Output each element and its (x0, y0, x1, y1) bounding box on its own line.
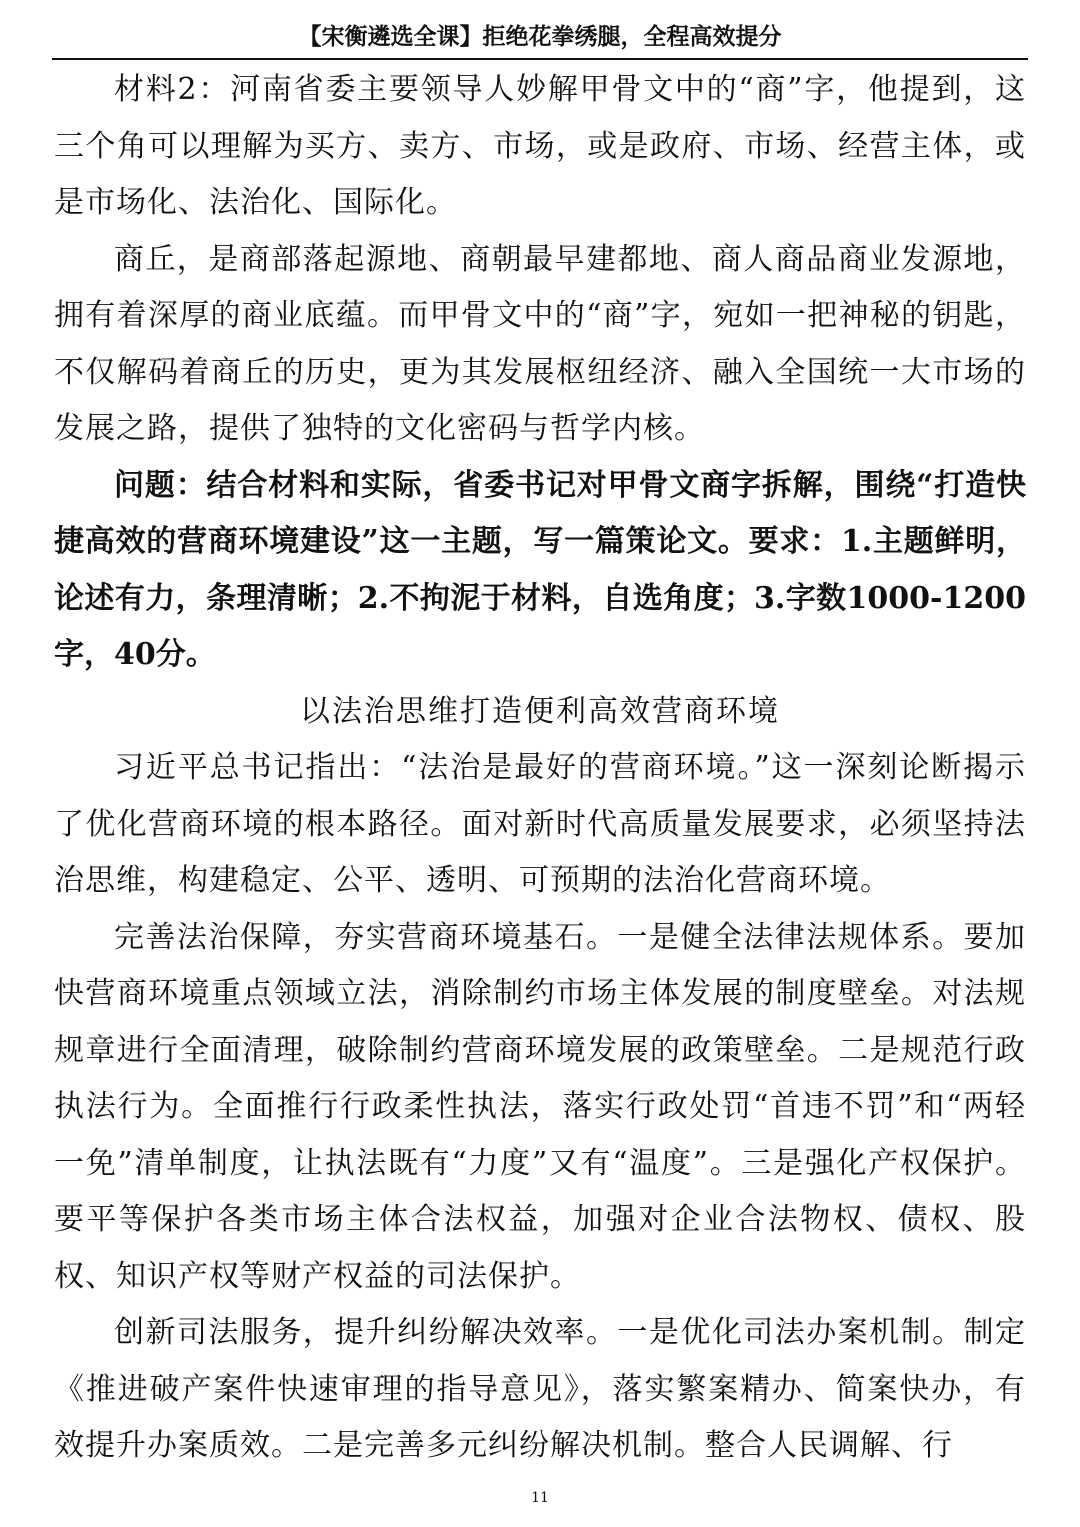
page-body (54, 62, 1026, 1475)
essay-paragraph-2: 完善法治保障，夯实营商环境基石。一是健全法律法规体系。要加快营商环境重点领域立法，消除制约市场主体发展的制度壁垒。对法规规章进行全面清理，破除制约营商环境发展的政策壁垒。二是规范行政执法行为。全面推行行政柔性执法，落实行政处罚“首违不罚”和“两轻一免”清单制度，让执法既有“力度”又有“温度”。三是强化产权保护。要平等保护各类市场主体合法权益，加强对企业合法物权、债权、股权、知识产权等财产权益的司法保护。 (54, 919, 1026, 1294)
page-number: 11 (531, 1490, 549, 1506)
question-paragraph: 问题：结合材料和实际，省委书记对甲骨文商字拆解，围绕“打造快捷高效的营商环境建设”这一主题，写一篇策论文。要求：1.主题鲜明，论述有力，条理清晰；2.不拘泥于材料，自选角度；3.字数1000-1200字，40分。 (54, 467, 1026, 672)
essay-title: 以法治思维打造便利高效营商环境 (300, 693, 780, 729)
header-divider (52, 58, 1028, 60)
essay-paragraph-1: 习近平总书记指出：“法治是最好的营商环境。”这一深刻论断揭示了优化营商环境的根本路径。面对新时代高质量发展要求，必须坚持法治思维，构建稳定、公平、透明、可预期的法治化营商环境。 (54, 750, 1026, 898)
essay-paragraph-3: 创新司法服务，提升纠纷解决效率。一是优化司法办案机制。制定《推进破产案件快速审理的指导意见》，落实繁案精办、简案快办，有效提升办案质效。二是完善多元纠纷解决机制。整合人民调解、行 (54, 1315, 1026, 1463)
document-header: 【宋衡遴选全课】拒绝花拳绣腿，全程高效提分 (298, 24, 782, 50)
material-paragraph-2: 商丘，是商部落起源地、商朝最早建都地、商人商品商业发源地，拥有着深厚的商业底蕴。而甲骨文中的“商”字，宛如一把神秘的钥匙，不仅解码着商丘的历史，更为其发展枢纽经济、融入全国统一大市场的发展之路，提供了独特的文化密码与哲学内核。 (54, 241, 1026, 446)
material-paragraph-1: 材料2：河南省委主要领导人妙解甲骨文中的“商”字，他提到，这三个角可以理解为买方、卖方、市场，或是政府、市场、经营主体，或是市场化、法治化、国际化。 (54, 72, 1026, 220)
